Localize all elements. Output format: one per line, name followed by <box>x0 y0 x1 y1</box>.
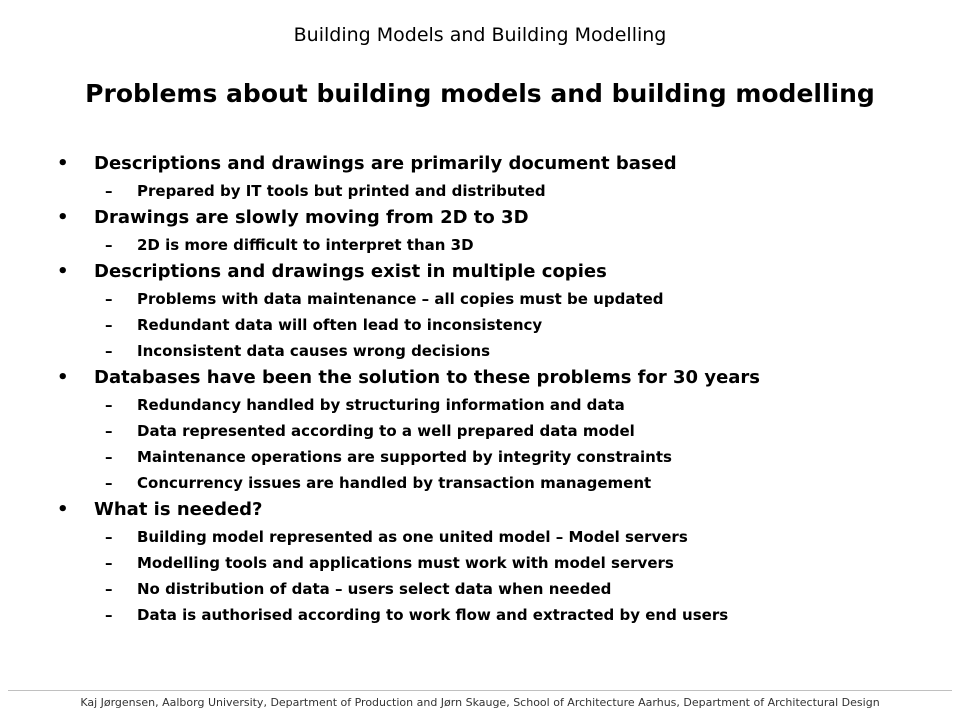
dash-icon: – <box>105 580 113 598</box>
sub-text: No distribution of data – users select data when needed <box>137 580 612 598</box>
sub-item <box>57 524 937 550</box>
bullet-group <box>57 496 937 628</box>
slide-title: Problems about building models and building modelling <box>85 79 875 108</box>
sub-text: Problems with data maintenance – all copies must be updated <box>137 290 664 308</box>
bullet-text: Descriptions and drawings exist in multiple copies <box>94 261 607 282</box>
dash-icon: – <box>105 236 113 254</box>
sub-text: Inconsistent data causes wrong decisions <box>137 342 490 360</box>
bullet-item <box>57 364 937 392</box>
dash-icon: – <box>105 396 113 414</box>
sub-text: Concurrency issues are handled by transaction management <box>137 474 652 492</box>
dash-icon: – <box>105 342 113 360</box>
bullet-item <box>57 150 937 178</box>
dash-icon: – <box>105 316 113 334</box>
bullet-dot-icon: • <box>57 367 69 388</box>
bullet-list <box>57 150 937 628</box>
bullet-dot-icon: • <box>57 153 69 174</box>
dash-icon: – <box>105 528 113 546</box>
footer-divider <box>8 690 952 691</box>
sub-item <box>57 418 937 444</box>
bullet-item <box>57 258 937 286</box>
sub-item <box>57 602 937 628</box>
sub-text: Data is authorised according to work flow and extracted by end users <box>137 606 729 624</box>
sub-text: Data represented according to a well prepared data model <box>137 422 635 440</box>
sub-item <box>57 444 937 470</box>
dash-icon: – <box>105 448 113 466</box>
bullet-group <box>57 204 937 258</box>
dash-icon: – <box>105 290 113 308</box>
bullet-text: Databases have been the solution to these problems for 30 years <box>94 367 761 388</box>
sub-text: Redundant data will often lead to inconsistency <box>137 316 543 334</box>
sub-item <box>57 392 937 418</box>
bullet-dot-icon: • <box>57 207 69 228</box>
sub-item <box>57 550 937 576</box>
sub-item <box>57 232 937 258</box>
slide-header: Building Models and Building Modelling <box>293 24 667 46</box>
bullet-item <box>57 204 937 232</box>
bullet-group <box>57 364 937 496</box>
dash-icon: – <box>105 422 113 440</box>
dash-icon: – <box>105 474 113 492</box>
bullet-text: Descriptions and drawings are primarily document based <box>94 153 677 174</box>
sub-item <box>57 178 937 204</box>
bullet-dot-icon: • <box>57 499 69 520</box>
sub-text: 2D is more difficult to interpret than 3D <box>137 236 474 254</box>
sub-item <box>57 576 937 602</box>
sub-text: Prepared by IT tools but printed and distributed <box>137 182 546 200</box>
sub-item <box>57 470 937 496</box>
bullet-item <box>57 496 937 524</box>
sub-text: Maintenance operations are supported by integrity constraints <box>137 448 672 466</box>
bullet-text: Drawings are slowly moving from 2D to 3D <box>94 207 529 228</box>
dash-icon: – <box>105 606 113 624</box>
bullet-group <box>57 150 937 204</box>
footer-credits: Kaj Jørgensen, Aalborg University, Department of Production and Jørn Skauge, School of Architecture Aarhus, Department of Architectural Design <box>80 696 880 709</box>
sub-text: Modelling tools and applications must work with model servers <box>137 554 674 572</box>
bullet-text: What is needed? <box>94 499 263 520</box>
sub-item <box>57 312 937 338</box>
sub-item <box>57 286 937 312</box>
bullet-group <box>57 258 937 364</box>
sub-item <box>57 338 937 364</box>
sub-text: Redundancy handled by structuring information and data <box>137 396 625 414</box>
dash-icon: – <box>105 182 113 200</box>
dash-icon: – <box>105 554 113 572</box>
bullet-dot-icon: • <box>57 261 69 282</box>
sub-text: Building model represented as one united model – Model servers <box>137 528 688 546</box>
